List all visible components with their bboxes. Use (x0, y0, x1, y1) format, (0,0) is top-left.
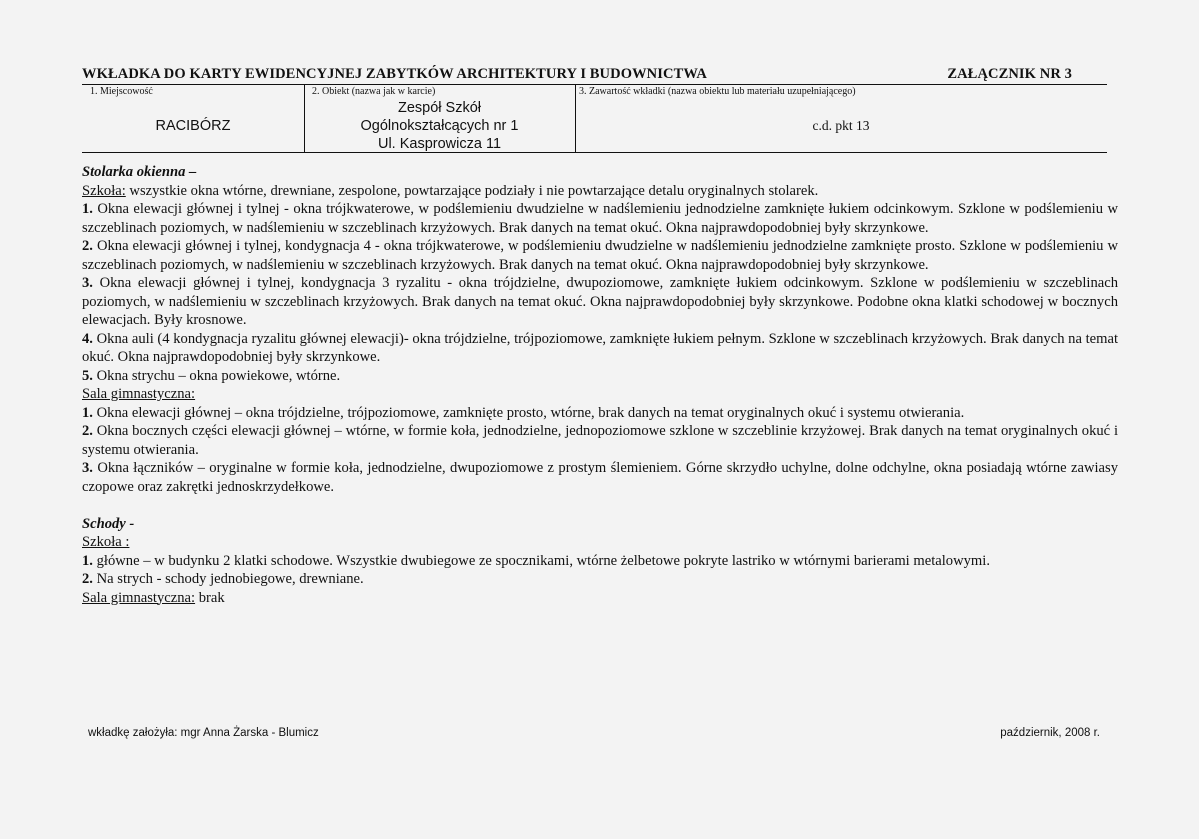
annex-label: ZAŁĄCZNIK NR 3 (947, 66, 1072, 82)
list-item: 2. Okna elewacji głównej i tylnej, kondygnacja 4 - okna trójkwaterowe, w podślemieniu dwudzielne w nadślemieniu jednodzielne zamknięte prosto. Szklone w podślemieniu w szczeblinach poziomych, w nadślemieniu w szczeblinach krzyżowych. Brak danych na temat okuć. Okna najprawdopodobniej były skrzynkowe. (82, 238, 1118, 273)
list-item: 1. Okna elewacji głównej – okna trójdzielne, trójpoziomowe, zamknięte prosto, wtórne, brak danych na temat oryginalnych okuć i systemu otwierania. (82, 404, 965, 421)
school-label: Szkoła : (82, 534, 130, 550)
content-value: c.d. pkt 13 (812, 118, 870, 133)
list-item: 3. Okna elewacji głównej i tylnej, kondygnacja 3 ryzalitu - okna trójdzielne, dwupoziomowe, zamknięte łukiem odcinkowym. Szklone w podślemieniu w szczeblinach poziomych, w nadślemieniu w szczeblinach krzyżowych. Brak danych na temat okuć. Okna najprawdopodobniej były skrzynkowe. Podobne okna klatki schodowej w bocznych elewacjach. Były krosnowe. (82, 275, 1118, 328)
header-rule (82, 84, 1107, 85)
footer-date: październik, 2008 r. (1000, 727, 1100, 739)
document-header (82, 66, 1107, 84)
list-item: 4. Okna auli (4 kondygnacja ryzalitu głównej elewacji)- okna trójdzielne, trójpoziomowe, zamknięte łukiem pełnym. Szklone w szczeblinach krzyżowych. Brak danych na temat okuć. Okna najprawdopodobniej były skrzynkowe. (82, 330, 1118, 365)
object-line: Ul. Kasprowicza 11 (377, 136, 502, 152)
list-item: 2. Okna bocznych części elewacji głównej – wtórne, w formie koła, jednodzielne, jednopoziomowe szklone w szczeblinie krzyżowej. Brak danych na temat oryginalnych okuć i systemu otwierania. (82, 423, 1118, 458)
section-heading-windows: Stolarka okienna – (82, 164, 197, 180)
object-value (304, 99, 575, 153)
content-label: 3. Zawartość wkładki (nazwa obiektu lub materiału uzupełniającego) (579, 86, 856, 97)
document-title: WKŁADKA DO KARTY EWIDENCYJNEJ ZABYTKÓW ARCHITEKTURY I BUDOWNICTWA (82, 66, 707, 82)
gym-label: Sala gimnastyczna: (82, 589, 196, 606)
document-page (82, 0, 1118, 839)
object-line: Zespół Szkół (397, 100, 481, 116)
list-item: 3. Okna łączników – oryginalne w formie koła, jednodzielne, dwupoziomowe z prostym ślemieniem. Górne skrzydło uchylne, dolne odchylne, okna posiadają wtórne zawiasy czopowe oraz zakrętki jednoskrzydełkowe. (82, 460, 1118, 495)
gym-label: Sala gimnastyczna: (82, 386, 196, 402)
location-label: 1. Miejscowość (90, 86, 153, 97)
windows-school-intro: Szkoła: wszystkie okna wtórne, drewniane, zespolone, powtarzające podziały i nie powtarzające detalu oryginalnych stolarek. (82, 182, 819, 199)
location-value: RACIBÓRZ (155, 118, 231, 134)
list-item: 5. Okna strychu – okna powiekowe, wtórne. (82, 367, 341, 384)
document-body (82, 163, 1118, 607)
list-item: 1. Okna elewacji głównej i tylnej - okna trójkwaterowe, w podślemieniu dwudzielne w nadślemieniu jednodzielne zamknięte łukiem odcinkowym. Szklone w podślemieniu w szczeblinach poziomych, w nadślemieniu w szczeblinach krzyżowych. Brak danych na temat okuć. Okna najprawdopodobniej były skrzynkowe. (82, 201, 1118, 236)
list-item: 2. Na strych - schody jednobiegowe, drewniane. (82, 571, 364, 587)
spacer (82, 496, 1118, 515)
table-bottom-rule (82, 152, 1107, 153)
stairs-gym: Sala gimnastyczna: brak (82, 589, 225, 606)
school-label: Szkoła: (82, 182, 126, 199)
section-heading-stairs: Schody - (82, 515, 135, 532)
object-label: 2. Obiekt (nazwa jak w karcie) (312, 86, 436, 97)
footer-author: wkładkę założyła: mgr Anna Żarska - Blumicz (88, 727, 319, 739)
list-item: 1. główne – w budynku 2 klatki schodowe. Wszystkie dwubiegowe ze spocznikami, wtórne żelbetowe pokryte lastriko w wtórnymi barierami metalowymi. (82, 552, 990, 569)
object-line: Ogólnokształcących nr 1 (360, 118, 519, 134)
